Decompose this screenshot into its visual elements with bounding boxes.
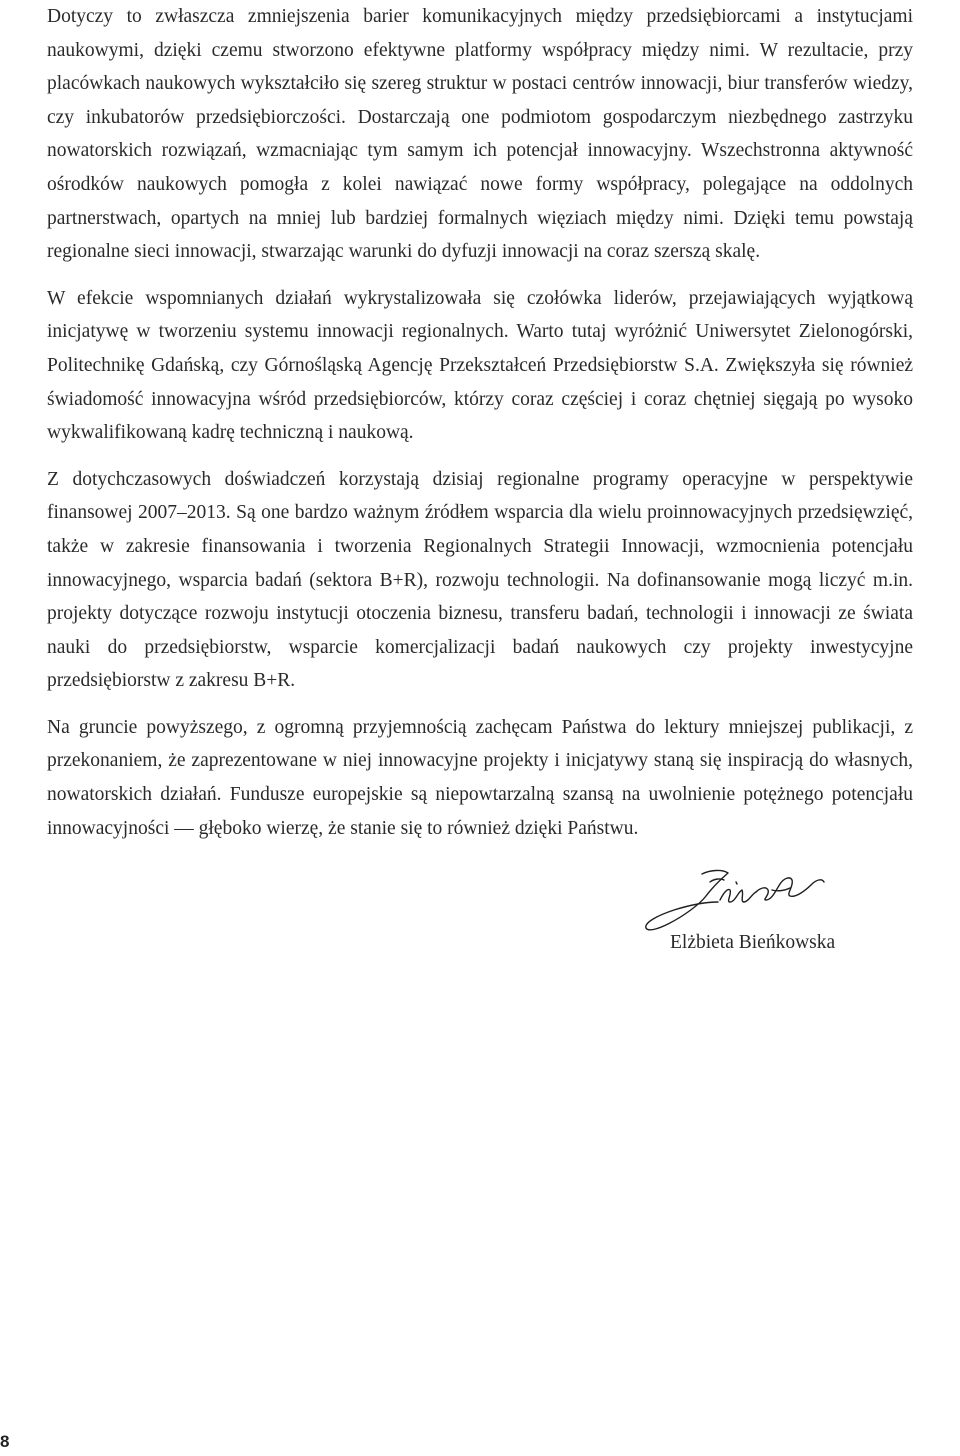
paragraph-4: Na gruncie powyższego, z ogromną przyjemnością zachęcam Państwa do lektury mniejszej publikacji, z przekonaniem, że zaprezentowane w niej innowacyjne projekty i inicjatywy staną się inspiracją do własnych, nowatorskich działań. Fundusze europejskie są niepowtarzalną szansą na uwolnienie potężnego potencjału innowacyjności — głęboko wierzę, że stanie się to również dzięki Państwu. [47,716,913,839]
signer-name: Elżbieta Bieńkowska [670,932,836,953]
handwritten-signature [640,860,840,940]
paragraph-1: Dotyczy to zwłaszcza zmniejszenia barier komunikacyjnych między przedsiębiorcami a instytucjami naukowymi, dzięki czemu stworzono efektywne platformy współpracy między nimi. W rezultacie, przy placówkach naukowych wykształciło się szereg struktur w postaci centrów innowacji, biur transferów wiedzy, czy inkubatorów przedsiębiorczości. Dostarczają one podmiotom gospodarczym niezbędnego zastrzyku nowatorskich rozwiązań, wzmacniając tym samym ich potencjał innowacyjny. Wszechstronna aktywność ośrodków naukowych pomogła z kolei nawiązać nowe formy współpracy, polegające na oddolnych partnerstwach, opartych na mniej lub bardziej formalnych więziach między nimi. Dzięki temu powstają regionalne sieci innowacji, stwarzając warunki do dyfuzji innowacji na coraz szerszą skalę. [47,6,913,263]
document-body [47,0,913,845]
signature-block [640,860,880,970]
paragraph-2: W efekcie wspomnianych działań wykrystalizowała się czołówka liderów, przejawiających wyjątkową inicjatywę w tworzeniu systemu innowacji regionalnych. Warto tutaj wyróżnić Uniwersytet Zielonogórski, Politechnikę Gdańską, czy Górnośląską Agencję Przekształceń Przedsiębiorstw S.A. Zwiększyła się również świadomość innowacyjna wśród przedsiębiorców, którzy coraz częściej i coraz chętniej sięgają po wysoko wykwalifikowaną kadrę techniczną i naukową. [47,287,913,444]
paragraph-3: Z dotychczasowych doświadczeń korzystają dzisiaj regionalne programy operacyjne w perspektywie finansowej 2007–2013. Są one bardzo ważnym źródłem wsparcia dla wielu proinnowacyjnych przedsięwzięć, także w zakresie finansowania i tworzenia Regionalnych Strategii Innowacji, wzmocnienia potencjału innowacyjnego, wsparcia badań (sektora B+R), rozwoju technologii. Na dofinansowanie mogą liczyć m.in. projekty dotyczące rozwoju instytucji otoczenia biznesu, transferu badań, technologii i innowacji ze świata nauki do przedsiębiorstw, wsparcie komercjalizacji badań naukowych czy projekty inwestycyjne przedsiębiorstw z zakresu B+R. [47,468,913,692]
page-number: 8 [0,1432,10,1451]
